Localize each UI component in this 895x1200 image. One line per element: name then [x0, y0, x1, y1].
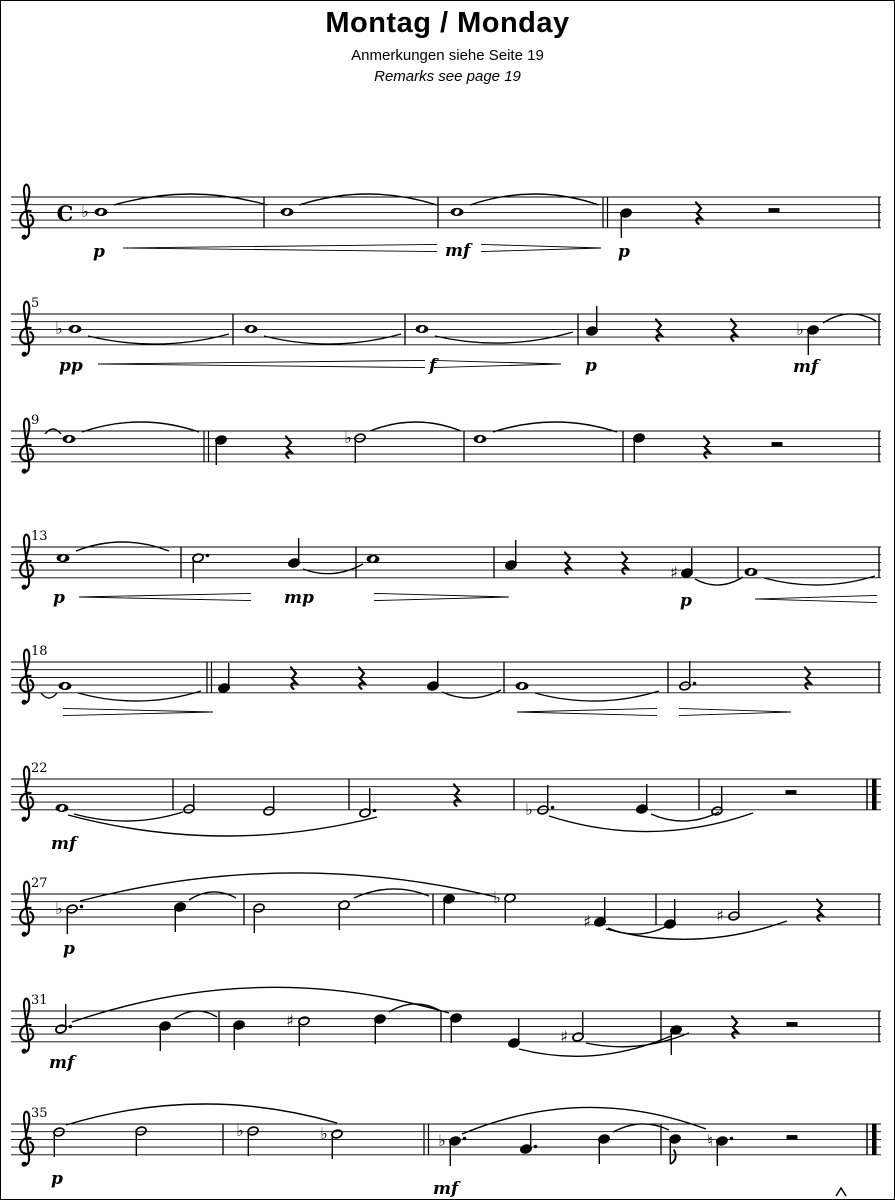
- subtitle-english: Remarks see page 19: [374, 68, 521, 85]
- svg-text:♭: ♭: [81, 202, 89, 221]
- svg-text:mf: mf: [433, 1179, 459, 1199]
- svg-text:mf: mf: [793, 357, 819, 377]
- svg-text:♭: ♭: [236, 1121, 244, 1140]
- svg-text:♭: ♭: [344, 428, 352, 447]
- svg-text:♭: ♭: [320, 1124, 328, 1143]
- score-canvas: [1, 1, 894, 1199]
- svg-text:♯: ♯: [583, 912, 591, 931]
- svg-text:♭: ♭: [55, 319, 63, 338]
- svg-text:p: p: [680, 591, 692, 611]
- piece-title: Montag / Monday: [325, 7, 570, 39]
- svg-text:mp: mp: [284, 588, 314, 608]
- svg-text:p: p: [53, 588, 65, 608]
- svg-text:♭: ♭: [493, 888, 501, 907]
- svg-text:♯: ♯: [560, 1027, 568, 1046]
- svg-text:p: p: [585, 356, 597, 376]
- svg-text:♯: ♯: [286, 1011, 294, 1030]
- svg-text:mf: mf: [445, 241, 471, 261]
- svg-text:♭: ♭: [796, 320, 804, 339]
- subtitle-german: Anmerkungen siehe Seite 19: [351, 47, 544, 64]
- svg-text:♭: ♭: [525, 800, 533, 819]
- svg-text:18: 18: [31, 644, 48, 659]
- svg-text:pp: pp: [59, 356, 83, 376]
- svg-text:13: 13: [31, 529, 48, 544]
- svg-text:35: 35: [31, 1106, 48, 1121]
- svg-text:mf: mf: [51, 834, 77, 854]
- svg-text:♮: ♮: [707, 1131, 713, 1150]
- svg-text:27: 27: [31, 876, 48, 891]
- svg-text:♯: ♯: [670, 563, 678, 582]
- svg-text:p: p: [51, 1169, 63, 1189]
- svg-text:f: f: [429, 356, 437, 376]
- svg-text:C: C: [56, 201, 74, 227]
- svg-text:p: p: [618, 242, 630, 262]
- svg-text:mf: mf: [49, 1053, 75, 1073]
- page-header: [1, 7, 894, 85]
- svg-text:♯: ♯: [716, 906, 724, 925]
- svg-text:p: p: [93, 242, 105, 262]
- svg-text:22: 22: [31, 761, 48, 776]
- svg-text:♭: ♭: [55, 899, 63, 918]
- svg-text:5: 5: [31, 296, 40, 311]
- svg-text:p: p: [63, 939, 75, 959]
- svg-text:♭: ♭: [438, 1131, 446, 1150]
- svg-text:31: 31: [31, 993, 48, 1008]
- svg-text:9: 9: [31, 413, 40, 428]
